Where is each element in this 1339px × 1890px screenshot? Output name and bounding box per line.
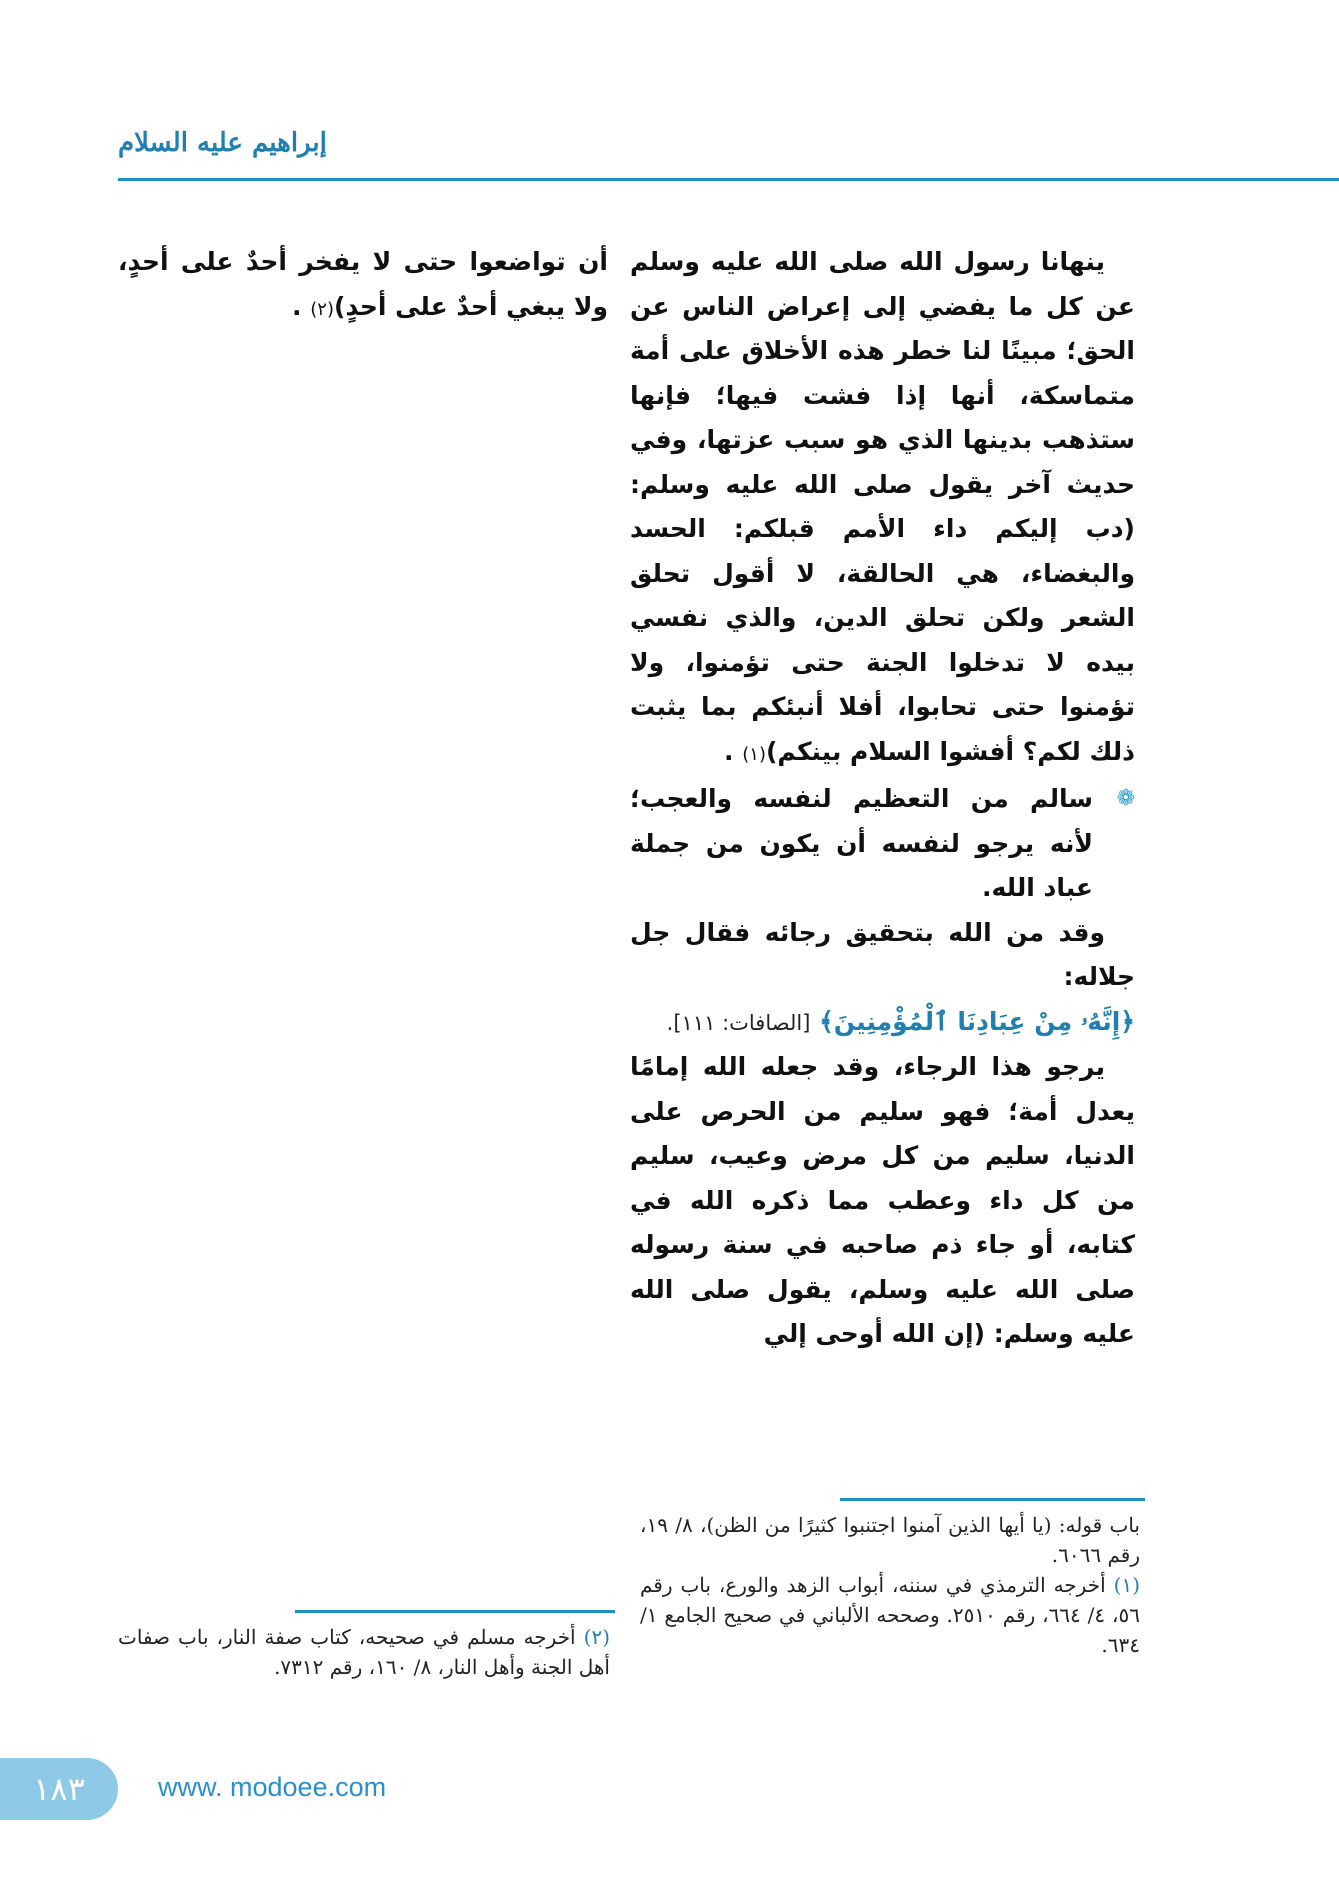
footnotes-right: [640, 1510, 1140, 1660]
footnote-rule-left: [295, 1610, 615, 1613]
paragraph-hadith-end: .: [724, 736, 734, 766]
footnote-1: [640, 1570, 1140, 1660]
website-link[interactable]: www. modoee.com: [158, 1772, 387, 1802]
verse-line: [630, 1000, 1135, 1046]
footnote-1-number: (١): [1113, 1573, 1140, 1597]
paragraph-hadith: [630, 240, 1135, 777]
footnote-ref-2[interactable]: (٢): [310, 298, 334, 320]
footnote-ref-1[interactable]: (١): [742, 743, 766, 765]
paragraph-hadith-text: ينهانا رسول الله صلى الله عليه وسلم عن كل ما يفضي إلى إعراض الناس عن الحق؛ مبينًا لنا خطر هذه الأخلاق على أمة متماسكة، أنها إذا فشت فيها؛ فإنها ستذهب بدينها الذي هو سبب عزتها، وفي حديث آخر يقول صلى الله عليه وسلم: (دب إليكم داء الأمم قبلكم: الحسد والبغضاء، هي الحالقة، لا أقول تحلق الشعر ولكن تحلق الدين، والذي نفسي بيده لا تدخلوا الجنة حتى تؤمنوا، ولا تؤمنوا حتى تحابوا، أفلا أنبئكم بما يثبت ذلك لكم؟ أفشوا السلام بينكم): [630, 247, 1135, 766]
header-rule: [118, 178, 1339, 181]
footnote-continuation: باب قوله: (يا أيها الذين آمنوا اجتنبوا كثيرًا من الظن)، ٨/ ١٩، رقم ٦٠٦٦.: [640, 1513, 1140, 1567]
paragraph-humility-text: أن تواضعوا حتى لا يفخر أحدٌ على أحدٍ، ولا يبغي أحدٌ على أحدٍ): [118, 247, 608, 321]
page-number-tab: [0, 1758, 118, 1820]
flower-bullet-icon: ❁: [1116, 786, 1135, 811]
right-text-column: [630, 240, 1135, 1357]
running-header-title: إبراهيم عليه السلام: [118, 128, 327, 158]
paragraph-hope: يرجو هذا الرجاء، وقد جعله الله إمامًا يعدل أمة؛ فهو سليم من الحرص على الدنيا، سليم من كل مرض وعيب، سليم من كل داء وعطب مما ذكره الله في كتابه، أو جاء ذم صاحبه في سنة رسوله صلى الله عليه وسلم، يقول صلى الله عليه وسلم: (إن الله أوحى إلي: [630, 1052, 1135, 1348]
left-text-column: [118, 240, 608, 332]
verse-citation: [الصافات: ١١١].: [666, 1010, 811, 1035]
page-number: ١٨٣: [33, 1770, 85, 1808]
footnote-1-text: أخرجه الترمذي في سننه، أبواب الزهد والورع، باب رقم ٥٦، ٤/ ٦٦٤، رقم ٢٥١٠. وصححه الألباني في صحيح الجامع ١/ ٦٣٤.: [640, 1573, 1140, 1657]
footnotes-left: [118, 1622, 610, 1682]
footnote-2: [118, 1622, 610, 1682]
paragraph-intro-verse: وقد من الله بتحقيق رجائه فقال جل جلاله:: [630, 917, 1135, 991]
paragraph-humility-end: .: [292, 291, 302, 321]
footnote-rule-right: [840, 1498, 1145, 1501]
footnote-2-text: أخرجه مسلم في صحيحه، كتاب صفة النار، باب صفات أهل الجنة وأهل النار، ٨/ ١٦٠، رقم ٧٣١٢.: [118, 1625, 610, 1679]
footnote-2-number: (٢): [583, 1625, 610, 1649]
quran-verse: ﴿إِنَّهُۥ مِنْ عِبَادِنَا ٱلْمُؤْمِنِينَ﴾: [819, 1006, 1135, 1036]
paragraph-humility: [118, 240, 608, 332]
bullet-text: سالم من التعظيم لنفسه والعجب؛ لأنه يرجو لنفسه أن يكون من جملة عباد الله.: [630, 784, 1093, 902]
bullet-item: [630, 777, 1135, 911]
